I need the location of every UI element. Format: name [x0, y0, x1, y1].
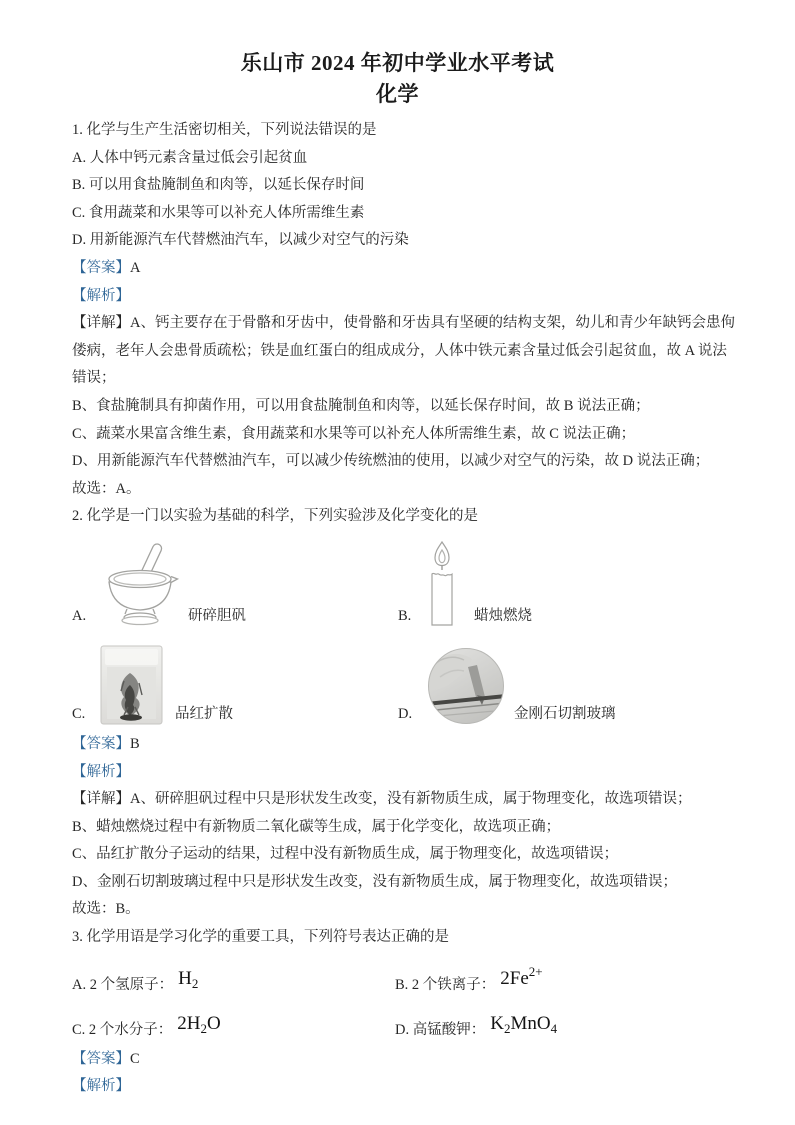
q1-answer-value: A	[130, 259, 141, 276]
q3-option-c	[72, 997, 395, 1042]
q3-answer-value: C	[130, 1050, 140, 1067]
q1-option-b: B. 可以用食盐腌制鱼和肉等，以延长保存时间	[72, 177, 365, 194]
q3-analysis-line	[72, 1073, 723, 1101]
q2-conclusion: 故选：B。	[72, 901, 140, 918]
q3-option-d	[395, 997, 723, 1042]
exam-body	[72, 117, 735, 1101]
q1-option-c: C. 食用蔬菜和水果等可以补充人体所需维生素	[72, 204, 365, 221]
q3-option-a-label: A. 2 个氢原子：	[72, 976, 174, 993]
q3-option-a-formula: $H_2$	[178, 967, 199, 991]
q2-answer-line	[72, 731, 723, 759]
q3-option-a	[72, 952, 395, 997]
q2-option-b	[398, 539, 723, 627]
q2-option-b-caption: 蜡烛燃烧	[474, 607, 532, 624]
q3-stem: 3. 化学用语是学习化学的重要工具，下列符号表达正确的是	[72, 929, 449, 946]
q1-detail-line-6: D、用新能源汽车代替燃油汽车，可以减少传统燃油的使用，以减少对空气的污染，故 D 说法正确；	[72, 453, 710, 470]
q1-option-d: D. 用新能源汽车代替燃油汽车，以减少对空气的污染	[72, 232, 409, 249]
q3-option-b	[395, 952, 723, 997]
q3-option-d-formula: $K_2MnO_4$	[490, 1012, 558, 1036]
q2-option-d	[398, 645, 723, 725]
q3-option-grid	[72, 952, 723, 1042]
q2-option-a-caption: 研碎胆矾	[188, 607, 246, 624]
q2-option-a	[72, 539, 398, 627]
q2-detail-line-2: B、蜡烛燃烧过程中有新物质二氧化碳等生成，属于化学变化，故选项正确；	[72, 818, 561, 835]
question-2-block	[72, 503, 723, 924]
q2-detail-line-3: C、品红扩散分子运动的结果，过程中没有新物质生成，属于物理变化，故选项错误；	[72, 846, 619, 863]
q3-option-b-formula: $2Fe^{2+}$	[500, 963, 543, 989]
exam-title: 乐山市 2024 年初中学业水平考试	[240, 51, 555, 75]
q2-detail-line-1: 【详解】A、研碎胆矾过程中只是形状发生改变，没有新物质生成，属于物理变化，故选项错误；	[72, 791, 692, 808]
diamond-cutting-glass-image	[426, 647, 506, 725]
q2-stem: 2. 化学是一门以实验为基础的科学，下列实验涉及化学变化的是	[72, 508, 478, 525]
answer-label: 【答案】	[72, 259, 130, 276]
q1-conclusion: 故选：A。	[72, 480, 141, 497]
q2-detail-line-4: D、金刚石切割玻璃过程中只是形状发生改变，没有新物质生成，属于物理变化，故选项错误；	[72, 873, 677, 890]
analysis-label: 【解析】	[72, 287, 130, 304]
answer-label: 【答案】	[72, 735, 130, 752]
q2-option-c	[72, 645, 398, 725]
q2-option-d-caption: 金刚石切割玻璃	[514, 705, 616, 722]
answer-label: 【答案】	[72, 1050, 130, 1067]
q1-detail-line-4: B、食盐腌制具有抑菌作用，可以用食盐腌制鱼和肉等，以延长保存时间，故 B 说法正确；	[72, 397, 650, 414]
q1-option-a: A. 人体中钙元素含量过低会引起贫血	[72, 149, 308, 166]
q3-option-c-label: C. 2 个水分子：	[72, 1021, 173, 1038]
burning-candle-image	[426, 539, 458, 627]
q3-answer-line	[72, 1046, 723, 1074]
dye-diffusion-image	[100, 645, 163, 725]
q2-option-c-letter: C.	[72, 705, 86, 722]
q1-detail-line-2: 偻病，老年人会患骨质疏松；铁是血红蛋白的组成成分，人体中铁元素含量过低会引起贫血，故 A 说法	[72, 342, 727, 359]
q3-option-b-label: B. 2 个铁离子：	[395, 976, 496, 993]
analysis-label: 【解析】	[72, 763, 130, 780]
q2-option-image-grid	[72, 539, 723, 725]
q2-answer-value: B	[130, 735, 140, 752]
analysis-label: 【解析】	[72, 1078, 130, 1095]
q3-option-c-formula: $2H_2O$	[177, 1012, 221, 1036]
q1-detail-line-1: 【详解】A、钙主要存在于骨骼和牙齿中，使骨骼和牙齿具有坚硬的结构支架，幼儿和青少年缺钙会患佝	[72, 315, 735, 332]
q2-analysis-line	[72, 759, 723, 787]
question-1-block	[72, 117, 735, 503]
q1-answer-line	[72, 255, 723, 283]
q2-option-b-letter: B.	[398, 607, 412, 624]
q2-option-c-caption: 品红扩散	[175, 705, 233, 722]
question-3-block	[72, 924, 723, 1101]
exam-subject-title: 化学	[376, 82, 419, 106]
mortar-and-pestle-image	[100, 539, 180, 627]
q2-option-d-letter: D.	[398, 705, 413, 722]
q1-detail-line-5: C、蔬菜水果富含维生素，食用蔬菜和水果等可以补充人体所需维生素，故 C 说法正确；	[72, 425, 636, 442]
q1-detail-line-3: 错误；	[72, 370, 116, 387]
q3-option-d-label: D. 高锰酸钾：	[395, 1021, 486, 1038]
q1-analysis-line	[72, 283, 723, 311]
q1-stem: 1. 化学与生产生活密切相关，下列说法错误的是	[72, 122, 377, 138]
q2-option-a-letter: A.	[72, 607, 87, 624]
